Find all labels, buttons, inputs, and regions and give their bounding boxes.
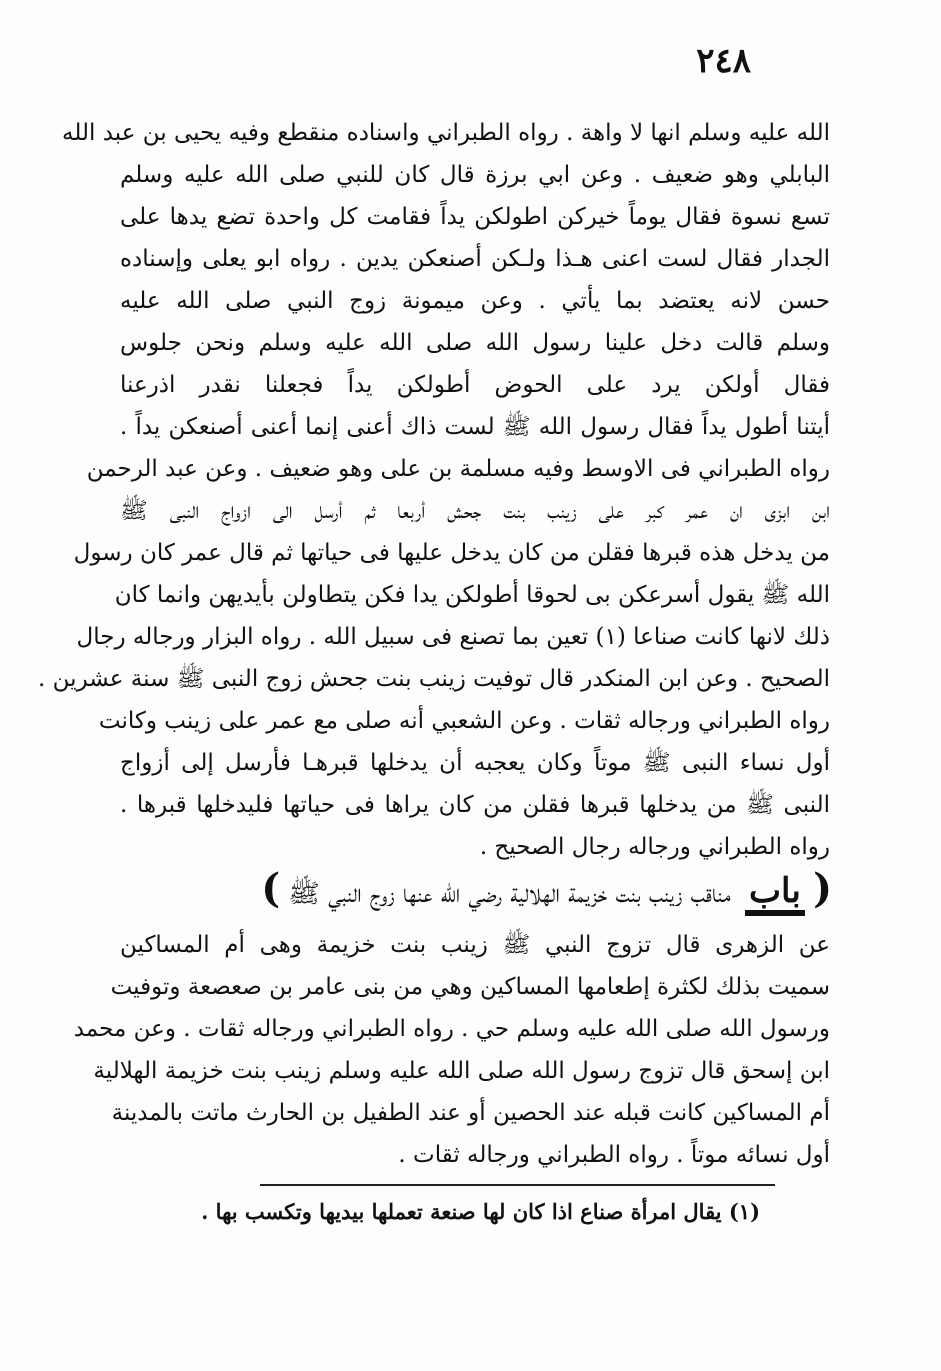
text-line: حسن لانه يعتضد بما يأتي . وعن ميمونة زوج النبي صلى الله عليه — [120, 288, 830, 314]
text-line: رواه الطبراني ورجاله ثقات . وعن الشعبي أنه صلى مع عمر على زينب وكانت — [98, 708, 830, 734]
text-line: من يدخل هذه قبرها فقلن من كان يدخل عليها فى حياتها ثم قال عمر كان رسول — [73, 540, 830, 566]
text-line: عن الزهرى قال تزوج النبي ﷺ زينب بنت خزيمة وهى أم المساكين — [120, 932, 830, 958]
chapter-title: مناقب زينب بنت خزيمة الهلالية رضي الله عنها زوج النبي ﷺ — [288, 879, 731, 909]
text-line: ورسول الله صلى الله عليه وسلم حي . رواه الطبراني ورجاله ثقات . وعن محمد — [73, 1016, 830, 1042]
text-line: البابلي وهو ضعيف . وعن ابي برزة قال كان للنبي صلى الله عليه وسلم — [120, 162, 830, 188]
text-line: وسلم قالت دخل علينا رسول الله صلى الله عليه وسلم ونحن جلوس — [120, 330, 830, 356]
text-line: النبى ﷺ من يدخلها قبرها فقلن من كان يراها فى حياتها فليدخلها قبرها . — [120, 792, 830, 818]
text-line: أيتنا أطول يداً فقال رسول الله ﷺ لست ذاك أعنى إنما أعنى أصنعكن يداً . — [120, 414, 830, 440]
text-line: ابن ابزى ان عمر كبر على زينب بنت جحش أربعا ثم أرسل الى ازواج النبى ﷺ — [120, 498, 830, 524]
body-text-block-1 — [38, 112, 830, 868]
footnote: (١) يقال امرأة صناع اذا كان لها صنعة تعملها بيديها وتكسب بها . — [201, 1199, 760, 1224]
page-number: ٢٤٨ — [696, 41, 751, 81]
heading-close-paren: ) — [261, 865, 281, 912]
chapter-heading — [120, 864, 832, 914]
text-line: ابن إسحق قال تزوج رسول الله صلى الله عليه وسلم زينب بنت خزيمة الهلالية — [93, 1058, 830, 1084]
chapter-label: باب — [745, 874, 805, 916]
text-line: أول نسائه موتاً . رواه الطبراني ورجاله ثقات . — [398, 1142, 830, 1168]
text-line: الله عليه وسلم انها لا واهة . رواه الطبراني واسناده منقطع وفيه يحيى بن عبد الله — [62, 120, 830, 146]
body-text-block-2 — [73, 924, 830, 1176]
text-line: أم المساكين كانت قبله عند الحصين أو عند الطفيل بن الحارث ماتت بالمدينة — [111, 1100, 830, 1126]
text-line: رواه الطبراني فى الاوسط وفيه مسلمة بن على وهو ضعيف . وعن عبد الرحمن — [86, 456, 830, 482]
text-line: ذلك لانها كانت صناعا (١) تعين بما تصنع فى سبيل الله . رواه البزار ورجاله رجال — [76, 624, 830, 650]
text-line: أول نساء النبى ﷺ موتاً وكان يعجبه أن يدخلها قبرهـا فأرسل إلى أزواج — [120, 750, 830, 776]
text-line: فقال أولكن يرد على الحوض أطولكن يداً فجعلنا نقدر اذرعنا — [120, 372, 830, 398]
text-line: سميت بذلك لكثرة إطعامها المساكين وهي من بنى عامر بن صعصعة وتوفيت — [110, 974, 830, 1000]
footnote-divider — [260, 1184, 775, 1186]
heading-open-paren: ( — [813, 865, 832, 912]
text-line: الجدار فقال لست اعنى هـذا ولـكن أصنعكن يدين . رواه ابو يعلى وإسناده — [120, 246, 830, 272]
text-line: رواه الطبراني ورجاله رجال الصحيح . — [479, 834, 830, 860]
text-line: الله ﷺ يقول أسرعكن بى لحوقا أطولكن يدا فكن يتطاولن بأيديهن وانما كان — [114, 582, 830, 608]
text-line: الصحيح . وعن ابن المنكدر قال توفيت زينب بنت جحش زوج النبى ﷺ سنة عشرين . — [38, 666, 830, 692]
text-line: تسع نسوة فقال يوماً خيركن اطولكن يداً فقامت كل واحدة تضع يدها على — [120, 204, 830, 230]
